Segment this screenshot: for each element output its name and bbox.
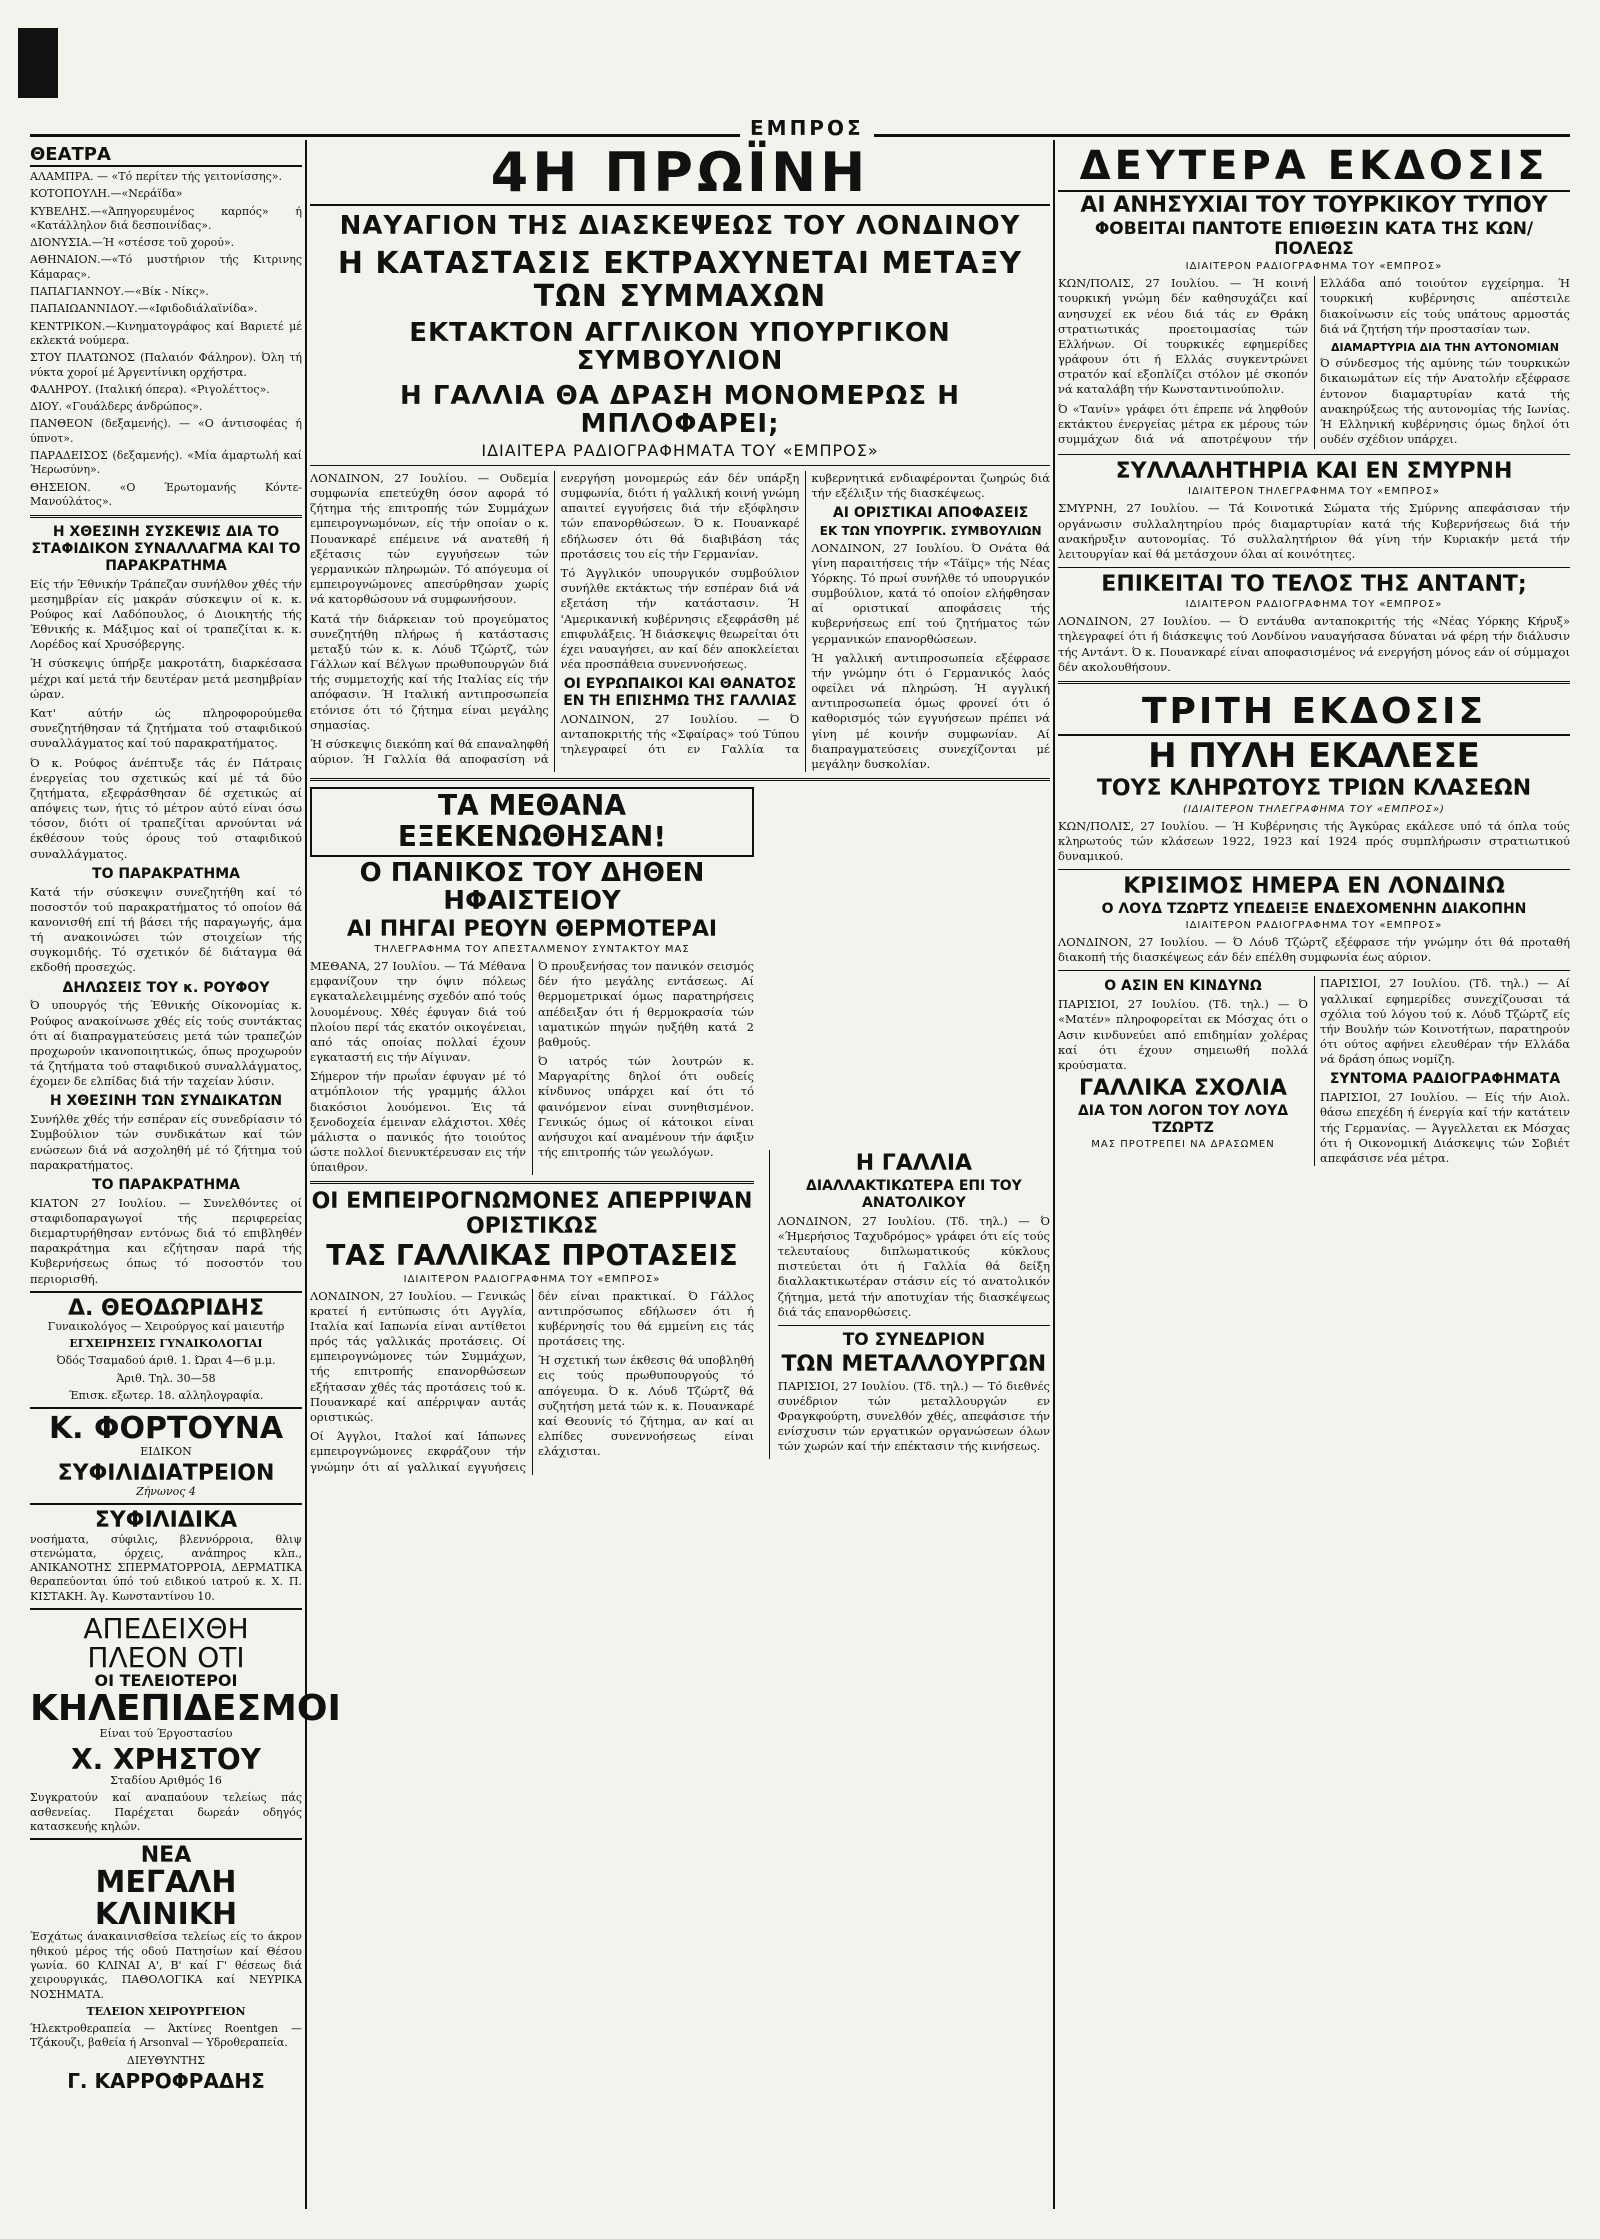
ad-line: Όδός Τσαμαδού άριθ. 1. Ώραι 4—6 μ.μ. xyxy=(56,1354,276,1368)
center-column xyxy=(310,140,1050,2209)
story-headline-1: ΚΡΙΣΙΜΟΣ ΗΜΕΡΑ ΕΝ ΛΟΝΔΙΝΩ xyxy=(1123,874,1505,900)
article-paragraph: Οί Άγγλοι, Ιταλοί καί Ιάπωνες εμπειρογνώμονες εκφράζουν τήν γνώμην ότι αί γαλλικαί εγγυήσεις δέν είναι πρακτικαί. Ό Γάλλος αντιπρόσωπος εδήλωσεν ότι ή κυβέρνησίς του θά εμμείνη εις τάς προτάσεις της. xyxy=(310,1288,754,1474)
story-headline-2: Ο ΠΑΝΙΚΟΣ ΤΟΥ ΔΗΘΕΝ ΗΦΑΙΣΤΕΙΟΥ xyxy=(359,857,705,917)
story-body xyxy=(310,1289,754,1475)
edition-banner: ΔΕΥΤΕΡΑ ΕΚΔΟΣΙΣ xyxy=(1058,140,1570,192)
subheading: ΣΥΝΤΟΜΑ ΡΑΔΙΟΓΡΑΦΗΜΑΤΑ xyxy=(1329,1071,1561,1088)
article-paragraph: ΛΟΝΔΙΝΟΝ, 27 Ιουλίου. — Γενικώς κρατεί ή εντύπωσις ότι Αγγλία, Ιταλία καί Ιαπωνία είναι αντίθετοι πρός τάς γαλλικάς προτάσεις. Οί εμπειρογνώμονες τών Συμμάχων, τής επιτροπής επανορθώσεων εξήτασαν χθές τάς προτάσεις τού κ. Πουανκαρέ καί απέρριψαν αυτάς οριστικώς. xyxy=(310,1288,526,1424)
column-rule-2 xyxy=(1053,140,1055,2209)
ad-line: ΤΕΛΕΙΟΝ ΧΕΙΡΟΥΡΓΕΙΟΝ xyxy=(86,2004,246,2018)
article-paragraph: Σήμερον τήν πρωΐαν έφυγαν μέ τό ατμόπλοιον τής γραμμής άλλοι διακόσιοι λουόμενοι. Έις τά ξενοδοχεία έμειναν ελάχιστοι. Χθές μάλιστα ο πανικός ήτο τοιούτος ώστε πολλοί διενυκτέρευσαν εις τήν ύπαιθρον. xyxy=(310,1069,526,1175)
ad-line: ΑΠΕΔΕΙΧΘΗ xyxy=(83,1612,249,1646)
article-paragraph: Τό Άγγλικόν υπουργικόν συμβούλιον συνήλθε εκτάκτως τήν εσπέραν διά νά εξετάση τήν κατάστασιν. Ή 'Αμερικανική κυβέρνησις εξεφράσθη μέ επιφυλάξεις. Ή διάσκεψις θεωρείται ότι έχει ναυαγήσει, αν καί δέν αποκλείεται νέα προσπάθεια συνεννοήσεως. xyxy=(560,566,800,672)
ad-line: ΚΗΛΕΠΙΔΕΣΜΟΙ xyxy=(30,1687,341,1729)
story-headline: ΕΠΙΚΕΙΤΑΙ ΤΟ ΤΕΛΟΣ ΤΗΣ ΑΝΤΑΝΤ; xyxy=(1101,572,1527,598)
article-paragraph: ΣΜΥΡΝΗ, 27 Ιουλίου. — Τά Κοινοτικά Σώματα τής Σμύρνης απεφάσισαν τήν οργάνωσιν συλλαλητηρίου πρός διαμαρτυρίαν κατά τής Κυβερνήσεως διά τήν ανακήρυξιν αυτονομίας. Τό συλλαλητήριον θά γίνη τήν Κυριακήν μετά τήν λειτουργίαν καί θά μετάσχουν όλαι αί κοινότητες. xyxy=(1058,501,1570,561)
ad-address: Σταδίου Αριθμός 16 xyxy=(110,1774,222,1788)
subheading: ΤΟ ΠΑΡΑΚΡΑΤΗΜΑ xyxy=(92,865,240,882)
theatre-item: ΔΙΟΥ. «Γουάλδερς άνδρώπος». xyxy=(30,400,203,414)
article-paragraph: ΛΟΝΔΙΝΟΝ, 27 Ιουλίου. — Ουδεμία συμφωνία επετεύχθη όσον αφορά τό ζήτημα τής επιτροπής τών Συμμάχων εμπειρογνωμόνων, είς τήν οποίαν ο κ. Πουανκαρέ επέμεινε νά ανατεθή ή εξέτασις τών εγγυήσεων τών γερμανικών πληρωμών. Τό απόγευμα οί εμπειρογνώμονες απεσύρθησαν χωρίς νά κατορθώσουν νά συμφωνήσουν. xyxy=(310,470,549,607)
theatre-item: ΠΑΝΘΕΟΝ (δεξαμενής). — «Ο άντισοφέας ή ύπνοτ». xyxy=(30,417,302,445)
article-paragraph: ΚΩΝ/ΠΟΛΙΣ, 27 Ιουλίου. — Ή Κυβέρνησις τής Άγκύρας εκάλεσε υπό τά όπλα τούς κληρωτούς τών κλάσεων 1922, 1923 καί 1924 πρός συμπλήρωσιν στρατιωτικού δυναμικού. xyxy=(1058,818,1570,863)
article-paragraph: Ό «Τανίν» γράφει ότι έπρεπε νά ληφθούν εκτάκτου ένεργείας μέτρα εκ μέρους τών συμμάχων διά νά αποτρέψουν τήν Ελλάδα από τοιούτον εγχείρημα. Ή τουρκική κυβέρνησις απέστειλε διακοίνωσιν είς τούς υπάτους αρμοστάς διά νά ζητήση τήν προστασίαν των. xyxy=(1058,276,1570,446)
article-paragraph: Ή σχετική των έκθεσις θά υποβληθή εις τούς πρωθυπουργούς τό απόγευμα. Ό κ. Λόυδ Τζώρτζ θά συζητήση μετά τών κ. κ. Πουανκαρέ καί Θεουνίς τό ζήτημα, αν καί αι ελπίδες συνεννοήσεως είναι ελάχισται. xyxy=(538,1353,754,1459)
left-column xyxy=(30,140,341,2209)
ad-text: Έσχάτως άνακαινισθείσα τελείως είς το άκρον ηθικού μέρος τής οδού Πατησίων καί Θέσου γωνία. 60 ΚΛΙΝΑΙ Α', Β' καί Γ' θέσεως διά χειρουργικάς, ΠΑΘΟΛΟΓΙΚΑ καί ΝΕΥΡΙΚΑ ΝΟΣΗΜΑΤΑ. xyxy=(30,1930,302,2001)
story-headline-2: ΤΟΥΣ ΚΛΗΡΩΤΟΥΣ ΤΡΙΩΝ ΚΛΑΣΕΩΝ xyxy=(1096,776,1532,802)
subheading: Ο ΑΣΙΝ ΕΝ ΚΙΝΔΥΝΩ xyxy=(1104,978,1262,995)
article-paragraph: ΠΑΡΙΣΙΟΙ, 27 Ιουλίου. (Τδ. τηλ.) — Αί γαλλικαί εφημερίδες συνεχίζουσαι τά σχόλια τού λόγου τού κ. Λόυδ Τζώρτζ είς τήν Βουλήν τών Κοινοτήτων, παρατηρούν ότι ούτος αφήνει ελευθέραν τήν Ελλάδα νά δράση όπως νομίζη. xyxy=(1320,976,1570,1067)
article-paragraph: ΠΑΡΙΣΙΟΙ, 27 Ιουλίου. — Είς τήν Αιολ. θάσω επεχέδη ή ένεργία καί τήν κατάτειν τής Γερμανίας. — Άγγελλεται εκ Μόσχας ότι ή Οικονομική Διάσκεψις τών Σοβιέτ απεφάσισε νέα μέτρα. xyxy=(1320,1090,1570,1165)
article-paragraph: Είς τήν Έθνικήν Τράπεζαν συνήλθον χθές τήν μεσημβρίαν είς μακράν σύσκεψιν οί κ. κ. Ρούφος καί Λαδόπουλος, ό Διοικητής τής Έθνικής κ. Μάξιμος καί οί τραπεζίται κ. κ. Λορέδος καί Χρυσόβεργης. xyxy=(30,576,302,652)
lead-headline-1: ΝΑΥΑΓΙΟΝ ΤΗΣ ΔΙΑΣΚΕΨΕΩΣ ΤΟΥ ΛΟΝΔΙΝΟΥ xyxy=(339,211,1021,241)
ad-line: Γυναικολόγος — Χειρούργος καί μαιευτήρ xyxy=(47,1319,285,1333)
story-headline-1: ΤΟ ΣΥΝΕΔΡΙΟΝ xyxy=(842,1329,986,1350)
story-kicker: ΙΔΙΑΙΤΕΡΟΝ ΡΑΔΙΟΓΡΑΦΗΜΑ ΤΟΥ «ΕΜΠΡΟΣ» xyxy=(1185,599,1443,611)
ad-name: Γ. ΚΑΡΡΟΦΡΑΔΗΣ xyxy=(67,2069,265,2094)
ad-line: ΟΙ ΤΕΛΕΙΟΤΕΡΟΙ xyxy=(94,1670,238,1690)
ad-title: ΜΕΓΑΛΗ ΚΛΙΝΙΚΗ xyxy=(94,1865,238,1932)
ad-line: Έπισκ. εξωτερ. 18. αλληλογραφία. xyxy=(68,1388,264,1402)
story-headline-1: Η ΓΑΛΛΙΑ xyxy=(855,1151,973,1176)
edition-banner: 4Η ΠΡΩΪΝΗ xyxy=(310,140,1050,206)
theatre-heading: ΘΕΑΤΡΑ xyxy=(30,144,302,167)
methana-story xyxy=(310,787,754,1475)
theatre-item: ΚΕΝΤΡΙΚΟΝ.—Κινηματογράφος καί Βαριετέ μέ εκλεκτά νούμερα. xyxy=(30,319,302,347)
story-headline-1: ΤΑ ΜΕΘΑΝΑ ΕΞΕΚΕΝΩΘΗΣΑΝ! xyxy=(310,787,754,857)
ad-line: ΕΙΔΙΚΟΝ xyxy=(140,1444,192,1458)
story-kicker: ΙΔΙΑΙΤΕΡΟΝ ΤΗΛΕΓΡΑΦΗΜΑ ΤΟΥ «ΕΜΠΡΟΣ» xyxy=(1188,486,1440,498)
ad-address: Ζήνωνος 4 xyxy=(136,1485,196,1499)
ad-text: Ήλεκτροθεραπεία — Άκτίνες Roentgen — Τζάκουζι, βαθεία ή Arsonval — Υδροθεραπεία. xyxy=(30,2022,302,2050)
story-headline-2: ΤΑΣ ΓΑΛΛΙΚΑΣ ΠΡΟΤΑΣΕΙΣ xyxy=(326,1238,738,1272)
theatre-item: ΑΘΗΝΑΙΟΝ.—«Τό μυστήριον τής Κιτρινης Κάμαρας». xyxy=(30,253,302,281)
advertisement-clinic xyxy=(30,1413,302,1499)
article-paragraph: ΛΟΝΔΙΝΟΝ, 27 Ιουλίου. — Ό εντάυθα ανταποκριτής τής «Νέας Υόρκης Κήρυξ» τηλεγραφεί ότι ή διάσκεψις τού Λονδίνου ναυαγήσασα δύναται νά φέρη τήν διάλυσιν τής Αντάντ. Ό κ. Πουανκαρέ είναι αποφασισμένος νά ενεργήση μόνος εάν οί σύμμαχοι δέν ακολουθήσουν. xyxy=(1058,614,1570,674)
theatre-item: ΑΛΑΜΠΡΑ. — «Τό περίτεν τής γειτονίσσης». xyxy=(30,170,283,183)
edition-banner: ΤΡΙΤΗ ΕΚΔΟΣΙΣ xyxy=(1058,690,1570,736)
story-body xyxy=(1058,276,1570,449)
subheading: ΔΙΑΜΑΡΤΥΡΙΑ ΔΙΑ ΤΗΝ ΑΥΤΟΝΟΜΙΑΝ xyxy=(1331,340,1559,354)
lead-headline-2: Η ΚΑΤΑΣΤΑΣΙΣ ΕΚΤΡΑΧΥΝΕΤΑΙ ΜΕΤΑΞΥ ΤΩΝ ΣΥΜΜΑΧΩΝ xyxy=(337,245,1023,314)
article-paragraph: Ό ιατρός τών λουτρών κ. Μαργαρίτης δηλοί ότι ουδείς κίνδυνος υπάρχει καί ότι τό φαινόμενον είναι συνηθισμένον. Γενικώς όμως οί κάτοικοι είναι ανήσυχοι καί αναμένουν τήν άφιξιν τής επιτροπής τών γεωλόγων. xyxy=(538,1054,754,1160)
ad-line: ΕΓΧΕΙΡΗΣΕΙΣ ΓΥΝΑΙΚΟΛΟΓΙΑΙ xyxy=(69,1337,263,1351)
masthead-title: ΕΜΠΡΟΣ xyxy=(740,116,874,140)
ad-line: Είναι τού Έργοστασίου xyxy=(99,1727,233,1741)
story-headline-3: ΑΙ ΠΗΓΑΙ ΡΕΟΥΝ ΘΕΡΜΟΤΕΡΑΙ xyxy=(346,916,718,942)
story-kicker: (ΙΔΙΑΙΤΕΡΟΝ ΤΗΛΕΓΡΑΦΗΜΑ ΤΟΥ «ΕΜΠΡΟΣ») xyxy=(1183,803,1445,815)
story-headline-2: Ο ΛΟΥΔ ΤΖΩΡΤΖ ΥΠΕΔΕΙΞΕ ΕΝΔΕΧΟΜΕΝΗΝ ΔΙΑΚΟΠΗΝ xyxy=(1101,901,1527,918)
article-paragraph: Ή σύσκεψις διεκόπη καί θά επαναληφθή αύριον. Ή Γαλλία θά αποφασίση νά ενεργήση μονομερώς εάν δέν υπάρξη συμφωνία, διότι ή γαλλική κοινή γνώμη απαιτεί εγγυήσεις διά τήν εξόφλησιν τών επανορθώσεων. Ό κ. Πουανκαρέ εδήλωσεν ότι θά διαβιβάση τάς προτάσεις του είς τήν Γερμανίαν. xyxy=(310,470,800,767)
theatre-item: ΠΑΠΑΙΩΑΝΝΙΔΟΥ.—«Ιφιδοδιάλαϊνίδα». xyxy=(30,302,258,316)
article-paragraph: ΛΟΝΔΙΝΟΝ, 27 Ιουλίου. — Ό Λόυδ Τζώρτζ εξέφρασε τήν γνώμην ότι θά προταθή διακοπή τής διασκέψεως εάν δέν επέλθη συμφωνία έως αύριον. xyxy=(1058,935,1570,965)
subheading: ΤΟ ΠΑΡΑΚΡΑΤΗΜΑ xyxy=(92,1176,240,1193)
story-kicker: ΙΔΙΑΙΤΕΡΟΝ ΡΑΔΙΟΓΡΑΦΗΜΑ ΤΟΥ «ΕΜΠΡΟΣ» xyxy=(403,1273,661,1285)
story-kicker: ΜΑΣ ΠΡΟΤΡΕΠΕΙ ΝΑ ΔΡΑΣΩΜΕΝ xyxy=(1091,1138,1275,1150)
theatre-item: ΔΙΟΝΥΣΙΑ.—Ή «στέσσε τοῦ χορού». xyxy=(30,236,235,250)
story-headline-2: ΦΟΒΕΙΤΑΙ ΠΑΝΤΟΤΕ ΕΠΙΘΕΣΙΝ ΚΑΤΑ ΤΗΣ ΚΩΝ/ΠΟΛΕΩΣ xyxy=(1094,219,1534,259)
theatre-item: ΠΑΠΑΓΙΑΝΝΟΥ.—«Βίκ - Νίκς». xyxy=(30,285,209,299)
ink-blot xyxy=(18,28,58,98)
article-paragraph: ΠΑΡΙΣΙΟΙ, 27 Ιουλίου. (Τδ. τηλ.) — Ό «Ματέν» πληροφορείται εκ Μόσχας ότι ο Ασιν κινδυνεύει από επιδημίαν χολέρας καί ότι έχουν σημειωθή πολλά κρούσματα. xyxy=(1058,997,1308,1072)
article-paragraph: Ό προυξενήσας τον πανικόν σεισμός δέν ήτο μεγάλης εντάσεως. Αί θερμομετρικαί όμως παρατηρήσεις απέδειξαν ότι ή θερμοκρασία τών ιαματικών πηγών ηυξήθη κατά 2 βαθμούς. xyxy=(538,959,754,1049)
article-paragraph: ΛΟΝΔΙΝΟΝ, 27 Ιουλίου. Ό Ονάτα θά γίνη παραιτήσεις τήν «Τάϊμς» τής Νέας Υόρκης. Τό πρωί συνήλθε τό υπουργικόν συμβούλιον, κατά τό οποίον ελήφθησαν αί οριστικαί αποφάσεις τής κυβερνήσεως επί τού ζητήματος τών γερμανικών επανορθώσεων. xyxy=(811,540,1050,646)
theatre-item: ΣΤΟΥ ΠΛΑΤΩΝΟΣ (Παλαιόν Φάληρον). Όλη τή νύκτα χοροί μέ Άργεντίνικη ορχήστρα. xyxy=(30,351,302,379)
theatre-item: ΠΑΡΑΔΕΙΣΟΣ (δεξαμενής). «Μία άμαρτωλή καί Ήερωσύνη». xyxy=(30,449,302,477)
lead-headline-4: Η ΓΑΛΛΙΑ ΘΑ ΔΡΑΣΗ ΜΟΝΟΜΕΡΩΣ Η ΜΠΛΟΦΑΡΕΙ; xyxy=(400,380,960,440)
article-paragraph: ΜΕΘΑΝΑ, 27 Ιουλίου. — Τά Μέθανα εμφανίζουν την όψιν πόλεως εγκαταλελειμμένης σχεδόν από τούς λουομένους. Χθές έφυγαν διά τού πλοίου περί τάς εκατόν οικογένειαι, από τάς οποίας πολλαί έχουν εγκαταστή εις τήν Αίγιναν. xyxy=(310,959,526,1065)
advertisement-hospital xyxy=(30,1844,302,2092)
ad-name: Χ. ΧΡΗΣΤΟΥ xyxy=(71,1742,261,1776)
article-paragraph: Ό υπουργός τής Έθνικής Οίκονομίας κ. Ρούφος ανακοίνωσε χθές είς τούς συντάκτας ότι αί διαπραγματεύσεις μετά τών τραπεζών προχωρούν ικανοποιητικώς, όπως προχωρούν τά ζητήματα τού σταφιδικού συναλλάγματος, έχομεν δε ελπίδας διά τήν ταχείαν λύσιν. xyxy=(30,998,302,1089)
theatre-listings xyxy=(30,170,302,509)
ad-name: Δ. ΘΕΟΔΩΡΙΔΗΣ xyxy=(68,1295,264,1321)
story-kicker: ΤΗΛΕΓΡΑΦΗΜΑ ΤΟΥ ΑΠΕΣΤΑΛΜΕΝΟΥ ΣΥΝΤΑΚΤΟΥ ΜΑΣ xyxy=(374,944,690,956)
story-body xyxy=(310,959,754,1175)
subheading: ΑΙ ΟΡΙΣΤΙΚΑΙ ΑΠΟΦΑΣΕΙΣ xyxy=(832,505,1029,522)
story-headline-2: ΔΙΑ ΤΟΝ ΛΟΓΟΝ ΤΟΥ ΛΟΥΔ ΤΖΩΡΤΖ xyxy=(1077,1103,1289,1136)
story-kicker: ΙΔΙΑΙΤΕΡΟΝ ΡΑΔΙΟΓΡΑΦΗΜΑ ΤΟΥ «ΕΜΠΡΟΣ» xyxy=(1185,920,1443,932)
ad-text: Συγκρατούν καί αναπαύουν τελείως πάς ασθενείας. Παρέχεται δωρεάν οδηγός κατασκευής κηλών. xyxy=(30,1791,302,1833)
ad-title: ΣΥΦΙΛΙΔΙΚΑ xyxy=(94,1508,238,1534)
article-paragraph: ΛΟΝΔΙΝΟΝ, 27 Ιουλίου. (Τδ. τηλ.) — Ό «Ήμερήσιος Ταχυδρόμος» γράφει ότι είς τούς τελευταίους διπλωματικούς κύκλους πιστεύεται ότι ή Γαλλία θά δείξη διαλλακτικωτέραν στάσιν είς τό ανατολικόν ζήτημα, μετά τήν αποτυχίαν τής διασκέψεως διά τάς επανορθώσεις. xyxy=(777,1213,1050,1319)
advertisement-hernia-belts xyxy=(30,1612,341,1834)
ad-title: ΣΥΦΙΛΙΔΙΑΤΡΕΙΟΝ xyxy=(57,1461,275,1487)
masthead xyxy=(30,118,1570,140)
story-headline-1: ΟΙ ΕΜΠΕΙΡΟΓΝΩΜΟΝΕΣ ΑΠΕΡΡΙΨΑΝ ΟΡΙΣΤΙΚΩΣ xyxy=(311,1189,753,1239)
theatre-item: ΘΗΣΕΙΟΝ. «Ο Έρωτομανής Κόντε-Μανούλάτος». xyxy=(30,480,302,508)
story-headline-1: ΑΙ ΑΝΗΣΥΧΙΑΙ ΤΟΥ ΤΟΥΡΚΙΚΟΥ ΤΥΠΟΥ xyxy=(1080,193,1548,218)
story-headline-1: ΓΑΛΛΙΚΑ ΣΧΟΛΙΑ xyxy=(1079,1076,1287,1102)
article-headline: Η ΧΘΕΣΙΝΗ ΣΥΣΚΕΨΙΣ ΔΙΑ ΤΟ ΣΤΑΦΙΔΙΚΟΝ ΣΥΝΑΛΛΑΓΜΑ ΚΑΙ ΤΟ ΠΑΡΑΚΡΑΤΗΜΑ xyxy=(31,524,301,574)
article-paragraph: Κατ' αύτήν ώς πληροφορούμεθα συνεζητήθησαν τά ζητήματα τού σταφιδικού συναλλάγματος καί τού παρακρατήματος. xyxy=(30,706,302,751)
article-paragraph: ΛΟΝΔΙΝΟΝ, 27 Ιουλίου. — Ό ανταποκριτής τής «Σφαίρας» τού Τύπου τηλεγραφεί ότι εν Γαλλία τα κυβερνητικά ενδιαφέρονται ζωηρώς διά τήν εξέλιξιν τής διασκέψεως. xyxy=(560,470,1050,757)
subheading: Η ΧΘΕΣΙΝΗ ΤΩΝ ΣΥΝΔΙΚΑΤΩΝ xyxy=(49,1093,283,1110)
ad-line: ΠΛΕΟΝ ΟΤΙ xyxy=(87,1641,245,1675)
story-headline-1: Η ΠΥΛΗ ΕΚΑΛΕΣΕ xyxy=(1148,735,1480,776)
theatre-item: ΚΥΒΕΛΗΣ.—«Άπηγορευμένος καρπός» ή «Κατάλληλον διά δεσποινίδας». xyxy=(30,204,302,232)
subheading: ΕΚ ΤΩΝ ΥΠΟΥΡΓΙΚ. ΣΥΜΒΟΥΛΙΩΝ xyxy=(819,524,1042,539)
subheading: ΟΙ ΕΥΡΩΠΑΙΚΟΙ ΚΑΙ ΘΑΝΑΤΟΣ ΕΝ ΤΗ ΕΠΙΣΗΜΩ ΤΗΣ ΓΑΛΛΙΑΣ xyxy=(563,676,797,709)
article-paragraph: Κατά τήν διάρκειαν τού προγεύματος συνεζητήθη πλήρως ή κατάστασις μεταξύ τών κ. κ. Λόυδ Τζώρτζ, τών Γάλλων καί Βέλγων πρωθυπουργών διά τής συμμετοχής καί τής Ιταλίας είς τήν απόφασιν. Ή Ιταλική αντιπροσωπεία ετόνισε ότι τό ζήτημα είναι μεγάλης σημασίας. xyxy=(310,611,549,732)
lead-kicker: ΙΔΙΑΙΤΕΡΑ ΡΑΔΙΟΓΡΑΦΗΜΑΤΑ ΤΟΥ «ΕΜΠΡΟΣ» xyxy=(481,440,879,460)
story-headline: ΣΥΛΛΑΛΗΤΗΡΙΑ ΚΑΙ ΕΝ ΣΜΥΡΝΗ xyxy=(1115,459,1513,485)
article-paragraph: Κατά τήν σύσκεψιν συνεζητήθη καί τό ποσοστόν τού παρακρατήματος τό οποίον θά κανονισθή επί τή βάσει τής παραγωγής, άμα τή ανακοινώσει τών στοιχείων τής συγκομιδής. Τό σχετικόν δέ διάταγμα θά εκδοθή προσεχώς. xyxy=(30,884,302,975)
ad-name: Κ. ΦΟΡΤΟΥΝΑ xyxy=(48,1411,284,1447)
story-body xyxy=(1058,976,1570,1166)
ad-text: νοσήματα, σύφιλις, βλεννόρροια, θλιψ στενώματα, όρχεις, ανάπηρος κλπ., ΑΝΙΚΑΝΟΤΗΣ ΣΠΕΡΜΑΤΟΡΡΟΙΑ, ΔΕΡΜΑΤΙΚΑ θεραπεύονται ύπό τού ειδικού ιατρού κ. Χ. Π. ΚΙΣΤΑΚΗ. Άγ. Κωνσταντίνου 10. xyxy=(30,1532,302,1603)
article-paragraph: Συνήλθε χθές τήν εσπέραν είς συνεδρίασιν τό Συμβούλιον τών συνδικάτων καί τών ενώσεων διά νά ασχοληθή μέ τό ζήτημα τού παρακρατήματος. xyxy=(30,1112,302,1172)
ad-title: ΝΕΑ xyxy=(140,1843,192,1869)
article-paragraph: Ή γαλλική αντιπροσωπεία εξέφρασε τήν γνώμην ότι ό Γερμανικός λαός οφείλει νά πληρώση. Ή αγγλική αντιπροσωπεία όμως φρονεί ότι ό καθορισμός τών εγγυήσεων πρέπει νά γίνη μέ κοινήν συμφωνίαν. Αί διαπραγματεύσεις συνεχίζονται μέ μεγάλην δυσκολίαν. xyxy=(811,650,1050,771)
article-paragraph: Ό κ. Ρούφος άνέπτυξε τάς έν Πάτραις ένεργείας του σχετικώς καί μέ τά δύο ζητήματα, εξεφράσθησαν δέ σχετικώς αί απόψεις των, ήτις τό μέτρον αύτό είναι όσω τόσον, διότι οί τραπεζίται αρνούνται νά έκθέσουν τούς όρους τού σταφιδικού συναλλάγματος. xyxy=(30,755,302,861)
theatre-item: ΚΟΤΟΠΟΥΛΗ.—«Νεράϊδα» xyxy=(30,187,183,201)
advertisement-specialist xyxy=(30,1509,302,1604)
article-paragraph: Ή σύσκεψις ύπήρξε μακροτάτη, διαρκέσασα μέχρι καί μετά τήν δευτέραν μετά μεσημβρίαν ώραν. xyxy=(30,656,302,701)
column-rule-1 xyxy=(305,140,307,2209)
ad-line: Άριθ. Τηλ. 30—58 xyxy=(116,1371,216,1385)
right-column xyxy=(1058,140,1570,2209)
side-stories xyxy=(769,1150,1050,1459)
article-paragraph: ΚΙΑΤΟΝ 27 Ιουλίου. — Συνελθόντες οί σταφιδοπαραγωγοί τής περιφερείας διεμαρτυρήθησαν εντόνως διά τό επιβληθέν παρακράτημα και εζήτησαν παρά τής Κυβερνήσεως όπως τό ποσοστόν του περιορισθή. xyxy=(30,1195,302,1286)
article-paragraph: ΠΑΡΙΣΙΟΙ, 27 Ιουλίου. (Τδ. τηλ.) — Τό διεθνές συνέδριον τών μεταλλουργών εν Φραγκφούρτη, συνελθόν χθές, απεφάσισε τήν ενίσχυσιν τών εργατικών οργανώσεων όλων τών χωρών καί τήν επέκτασιν τής κινήσεως. xyxy=(777,1378,1050,1454)
article-paragraph: Ό σύνδεσμος τής αμύνης τών τουρκικών δικαιωμάτων είς τήν Ανατολήν εξέφρασε έντονον διαμαρτυρίαν κατά τής ανακηρύξεως τής αυτονομίας τής Ιωνίας. Ή Ελληνική κυβέρνησις όμως δηλοί ότι ουδέν σχέδιον υπάρχει. xyxy=(1320,356,1570,447)
story-headline-2: ΔΙΑΛΛΑΚΤΙΚΩΤΕΡΑ ΕΠΙ ΤΟΥ ΑΝΑΤΟΛΙΚΟΥ xyxy=(806,1178,1022,1211)
story-kicker: ΙΔΙΑΙΤΕΡΟΝ ΡΑΔΙΟΓΡΑΦΗΜΑ ΤΟΥ «ΕΜΠΡΟΣ» xyxy=(1185,261,1443,273)
subheading: ΔΗΛΩΣΕΙΣ ΤΟΥ κ. ΡΟΥΦΟΥ xyxy=(62,979,270,996)
lead-headline-3: ΕΚΤΑΚΤΟΝ ΑΓΓΛΙΚΟΝ ΥΠΟΥΡΓΙΚΟΝ ΣΥΜΒΟΥΛΙΟΝ xyxy=(409,317,951,377)
lead-article-body xyxy=(310,471,1050,772)
article-paragraph: ΚΩΝ/ΠΟΛΙΣ, 27 Ιουλίου. — Ή κοινή τουρκική γνώμη δέν καθησυχάζει καί ανησυχεί εκ νέου διά τάς εν Θράκη στρατιωτικάς προετοιμασίας τών Ελλήνων. Οί τουρκικές εφημερίδες γράφουν ότι ή Ελλάς συγκεντρώνει στρατόν καί εξοπλίζει στόλον μέ σκοπόν νά καταλάβη τήν Κωνσταντινούπολιν. xyxy=(1058,276,1308,397)
story-headline-2: ΤΩΝ ΜΕΤΑΛΛΟΥΡΓΩΝ xyxy=(781,1351,1047,1377)
advertisement-doctor xyxy=(30,1297,302,1404)
theatre-item: ΦΑΛΗΡΟΥ. (Ιταλική όπερα). «Ριγολέττος». xyxy=(30,382,270,396)
ad-line: ΔΙΕΥΘΥΝΤΗΣ xyxy=(126,2053,206,2067)
